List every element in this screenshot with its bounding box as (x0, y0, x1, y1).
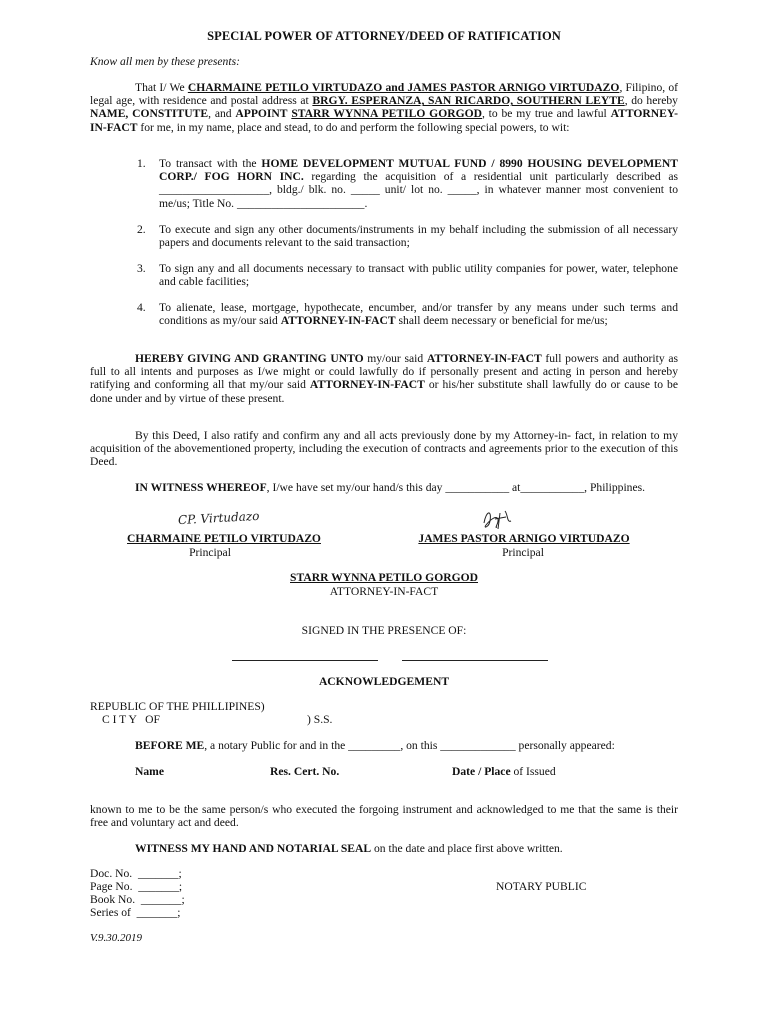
intro-text: Know all men by these presents: (90, 55, 240, 68)
attorney-in-fact-name: STARR WYNNA PETILO GORGOD (290, 571, 478, 584)
known-paragraph: known to me to be the same person/s who executed the forgoing instrument and acknowledged to me that the same is their free and voluntary act and deed. (90, 803, 678, 830)
city-line: C I T Y OF (102, 713, 160, 726)
attorney-name: STARR WYNNA PETILO GORGOD (291, 107, 482, 121)
before-me-paragraph: BEFORE ME, a notary Public for and in the _________, on this _____________ personally appeared: (135, 739, 615, 752)
document-title: SPECIAL POWER OF ATTORNEY/DEED OF RATIFICATION (207, 29, 561, 43)
signed-presence-label: SIGNED IN THE PRESENCE OF: (301, 624, 467, 637)
signature-charmaine: CP. Virtudazo (177, 508, 260, 528)
version-label: V.9.30.2019 (90, 932, 143, 944)
appointment-paragraph: That I/ We CHARMAINE PETILO VIRTUDAZO and JAMES PASTOR ARNIGO VIRTUDAZO, Filipino, of legal age, with residence and postal address at BRGY. ESPERANZA, SAN RICARDO, SOUTHERN LEYTE, do hereby NAME, CONSTITUTE, and APPOINT STARR WYNNA PETILO GORGOD, to be my true and lawful ATTORNEY-IN-FACT for me, in my name, place and stead, to do and perform the following special powers, to wit: (90, 81, 679, 134)
item-number: 1. (137, 157, 146, 170)
column-date-place: Date / Place of Issued (452, 765, 556, 778)
principal-1-name: CHARMAINE PETILO VIRTUDAZO (127, 532, 321, 545)
acknowledgement-title: ACKNOWLEDGEMENT (318, 675, 450, 688)
power-item-4: To alienate, lease, mortgage, hypothecate, encumber, and/or transfer by any means under such terms and conditions as my/our said ATTORNEY-IN-FACT shall deem necessary or beneficial for me/us; (159, 301, 678, 328)
principal-2-role: Principal (502, 546, 544, 559)
power-item-1: To transact with the HOME DEVELOPMENT MUTUAL FUND / 8990 HOUSING DEVELOPMENT CORP./ FOG HORN INC. regarding the acquisition of a residential unit particularly described as ___________________, bldg./ blk. no. _____ unit/ lot no. _____, in whatever manner most convenient to me/us; Title No. ______________________. (159, 157, 678, 210)
notary-public-label: NOTARY PUBLIC (496, 880, 587, 893)
principal-1-role: Principal (189, 546, 231, 559)
page-no-line: Page No. _______; (90, 880, 183, 893)
attorney-in-fact-role: ATTORNEY-IN-FACT (329, 585, 439, 598)
witness-line-2 (402, 660, 548, 661)
principals-names: CHARMAINE PETILO VIRTUDAZO and JAMES PASTOR ARNIGO VIRTUDAZO (187, 81, 620, 94)
book-no-line: Book No. _______; (90, 893, 185, 906)
granting-paragraph: HEREBY GIVING AND GRANTING UNTO my/our said ATTORNEY-IN-FACT full powers and authority as full to all intents and purposes as I/we might or could lawfully do if personally present and acting in person and hereby ratifying and conforming all that my/our said ATTORNEY-IN-FACT or his/her substitute shall lawfully do or cause to be done under and by virtue of these present. (90, 352, 678, 405)
witness-line-1 (232, 660, 378, 661)
column-name: Name (135, 765, 164, 778)
republic-line: REPUBLIC OF THE PHILLIPINES) (90, 700, 265, 713)
principal-2-name: JAMES PASTOR ARNIGO VIRTUDAZO (418, 532, 630, 545)
principal-address: BRGY. ESPERANZA, SAN RICARDO, SOUTHERN LEYTE (312, 94, 625, 108)
ss-label: ) S.S. (307, 713, 333, 726)
witness-whereof-paragraph: IN WITNESS WHEREOF, I/we have set my/our hand/s this day ___________ at___________, Philippines. (135, 481, 646, 494)
column-res-cert: Res. Cert. No. (270, 765, 340, 778)
power-item-2: To execute and sign any other documents/instruments in my behalf including the submission of all necessary papers and documents relevant to the said transaction; (159, 223, 678, 250)
ratification-paragraph: By this Deed, I also ratify and confirm any and all acts previously done by my Attorney-in- fact, in relation to my acquisition of the abovementioned property, including the execution of contracts and agreements prior to the execution of this Deed. (90, 429, 678, 469)
doc-no-line: Doc. No. _______; (90, 867, 182, 880)
series-line: Series of _______; (90, 906, 181, 919)
power-item-3: To sign any and all documents necessary to transact with public utility companies for power, water, telephone and cable facilities; (159, 262, 678, 289)
item-number: 4. (137, 301, 146, 314)
notarial-seal-paragraph: WITNESS MY HAND AND NOTARIAL SEAL on the date and place first above written. (135, 842, 563, 855)
signature-james (478, 505, 518, 533)
item-number: 3. (137, 262, 146, 275)
item-number: 2. (137, 223, 146, 236)
